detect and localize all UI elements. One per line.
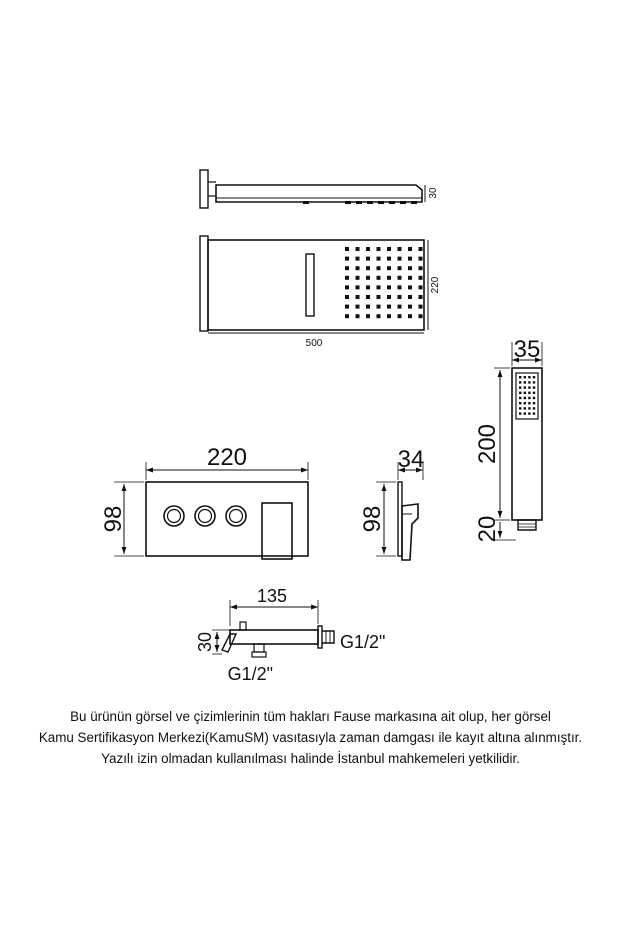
spout-view <box>195 586 385 684</box>
nozzle-dot <box>387 295 391 299</box>
nozzle-dot <box>398 285 402 289</box>
hand-shower-base-dim: 20 <box>474 515 501 543</box>
nozzle-dot <box>398 295 402 299</box>
hand-shower-dot <box>533 397 535 399</box>
spout-inlet-thread-label: G1/2" <box>227 664 273 684</box>
hand-shower-dot <box>528 402 530 404</box>
hand-shower-dot <box>528 412 530 414</box>
hand-shower-dot <box>533 402 535 404</box>
nozzle-dot <box>356 276 360 280</box>
mixer-side-view <box>359 446 424 560</box>
nozzle-dot <box>356 295 360 299</box>
mixer-depth-dim: 34 <box>397 446 425 473</box>
nozzle-dot <box>387 314 391 318</box>
nozzle-dot <box>356 305 360 309</box>
nozzle-dot <box>356 247 360 251</box>
nozzle-dot <box>345 276 349 280</box>
hand-shower-width-dim: 35 <box>513 336 541 363</box>
spout-length-dim: 135 <box>256 586 288 606</box>
shower-head-side-view <box>200 170 439 208</box>
notice-line-1: Bu ürünün görsel ve çizimlerinin tüm hakları Fause markasına ait olup, her görsel <box>70 709 551 724</box>
nozzle-grid <box>345 247 423 318</box>
spout-outlet-thread-label: G1/2" <box>340 632 386 652</box>
nozzle-dot <box>377 305 381 309</box>
nozzle-dot <box>377 295 381 299</box>
hand-shower-dot <box>524 376 526 378</box>
hand-shower-dot <box>524 402 526 404</box>
nozzle-dot <box>345 257 349 261</box>
nozzle-dot <box>398 257 402 261</box>
hand-shower-dot <box>533 376 535 378</box>
nozzle-dot <box>345 266 349 270</box>
hand-shower-dot <box>533 381 535 383</box>
nozzle-dot <box>419 285 423 289</box>
hand-shower-dot <box>519 381 521 383</box>
nozzle-dot <box>366 314 370 318</box>
nozzle-dot <box>366 276 370 280</box>
nozzle-dot <box>419 314 423 318</box>
shower-head-length-dim: 500 <box>305 338 323 349</box>
nozzle-dot <box>356 257 360 261</box>
nozzle-dot <box>387 257 391 261</box>
nozzle-dot <box>345 247 349 251</box>
nozzle-dot <box>377 266 381 270</box>
nozzle-dot <box>345 295 349 299</box>
nozzle-dot <box>408 285 412 289</box>
nozzle-dot <box>398 305 402 309</box>
nozzle-dot <box>366 305 370 309</box>
nozzle-dot <box>419 247 423 251</box>
nozzle-dot <box>398 276 402 280</box>
hand-shower-view <box>474 336 542 542</box>
nozzle-dot <box>408 266 412 270</box>
nozzle-dot <box>366 257 370 261</box>
hand-shower-dot <box>528 376 530 378</box>
hand-shower-dot <box>524 397 526 399</box>
nozzle-dot <box>356 285 360 289</box>
hand-shower-dot <box>533 386 535 388</box>
hand-shower-dot <box>519 386 521 388</box>
nozzle-dot <box>419 305 423 309</box>
nozzle-dot <box>419 276 423 280</box>
notice-line-3: Yazılı izin olmadan kullanılması halinde İstanbul mahkemeleri yetkilidir. <box>101 751 520 766</box>
mixer-front-view <box>100 444 308 559</box>
nozzle-dot <box>387 266 391 270</box>
hand-shower-dot <box>524 381 526 383</box>
mixer-side-height-dim: 98 <box>359 505 386 533</box>
nozzle-dot <box>398 314 402 318</box>
nozzle-dot <box>366 285 370 289</box>
hand-shower-dot <box>528 397 530 399</box>
notice-line-2: Kamu Sertifikasyon Merkezi(KamuSM) vasıtasıyla zaman damgası ile kayıt altına alınmıştır. <box>38 730 583 745</box>
nozzle-dot <box>408 295 412 299</box>
nozzle-dot <box>419 266 423 270</box>
nozzle-dot <box>377 247 381 251</box>
hand-shower-dot <box>528 392 530 394</box>
nozzle-dot <box>398 266 402 270</box>
hand-shower-dot <box>519 407 521 409</box>
hand-shower-dot <box>519 392 521 394</box>
nozzle-dot <box>398 247 402 251</box>
hand-shower-dot <box>533 407 535 409</box>
nozzle-dot <box>408 247 412 251</box>
nozzle-dot <box>408 314 412 318</box>
nozzle-dot <box>356 266 360 270</box>
nozzle-dot <box>377 285 381 289</box>
nozzle-dot <box>408 276 412 280</box>
mixer-width-dim: 220 <box>206 444 248 471</box>
shower-head-depth-dim: 220 <box>430 276 441 294</box>
mixer-height-dim: 98 <box>100 505 127 533</box>
hand-shower-dot <box>524 407 526 409</box>
hand-shower-dot <box>519 376 521 378</box>
shower-head-height-dim: 30 <box>428 187 439 199</box>
shower-head-top-view <box>200 236 441 349</box>
hand-shower-dot <box>533 412 535 414</box>
nozzle-dot <box>366 266 370 270</box>
nozzle-dot <box>377 257 381 261</box>
nozzle-dot <box>387 285 391 289</box>
hand-shower-dot <box>524 386 526 388</box>
nozzle-dot <box>366 247 370 251</box>
nozzle-dot <box>345 285 349 289</box>
hand-shower-dot <box>524 392 526 394</box>
mixer-knob-2 <box>195 506 215 526</box>
nozzle-dot <box>419 295 423 299</box>
hand-shower-dot <box>524 412 526 414</box>
spout-height-dim: 30 <box>195 631 215 653</box>
hand-shower-dot <box>528 381 530 383</box>
nozzle-dot <box>419 257 423 261</box>
nozzle-dot <box>366 295 370 299</box>
hand-shower-dot <box>519 412 521 414</box>
hand-shower-dot <box>519 402 521 404</box>
nozzle-dot <box>408 257 412 261</box>
mixer-knob-3 <box>226 506 246 526</box>
hand-shower-dot <box>533 392 535 394</box>
hand-shower-dot <box>528 407 530 409</box>
nozzle-dot <box>377 276 381 280</box>
nozzle-dot <box>408 305 412 309</box>
nozzle-dot <box>345 314 349 318</box>
nozzle-dot <box>387 276 391 280</box>
hand-shower-length-dim: 200 <box>474 423 501 465</box>
hand-shower-dot <box>519 397 521 399</box>
nozzle-dot <box>387 247 391 251</box>
nozzle-dot <box>377 314 381 318</box>
nozzle-dot <box>387 305 391 309</box>
hand-shower-dot <box>528 386 530 388</box>
nozzle-dot <box>356 314 360 318</box>
hand-shower-spray-dots <box>519 376 535 415</box>
nozzle-dot <box>345 305 349 309</box>
copyright-notice <box>10 706 611 769</box>
mixer-knob-1 <box>164 506 184 526</box>
